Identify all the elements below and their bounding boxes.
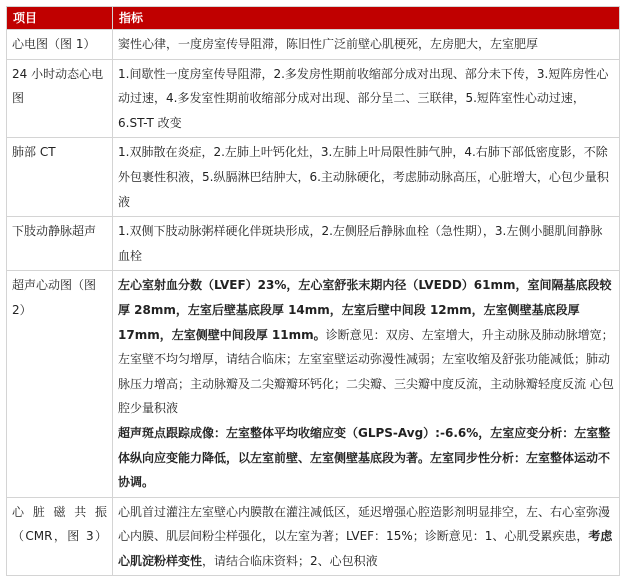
header-indicator: 指标 — [113, 7, 620, 30]
table-row — [7, 30, 620, 60]
row-text-lung-ct: 1.双肺散在炎症，2.左肺上叶钙化灶，3.左肺上叶局限性肺气肿，4.右肺下部低密度影，不除外包裹性积液，5.纵膈淋巴结肿大，6.主动脉硬化，考虑肺动脉高压，心脏增大，心包少量积液 — [113, 138, 620, 217]
header-row — [7, 7, 620, 30]
cmr-amyloidosis: 考虑心肌淀粉样变性 — [118, 529, 613, 568]
echo-strain-imaging: 超声斑点跟踪成像：左室整体平均收缩应变（GLPS-Avg）:-6.6%，左室应变分析：左室整体纵向应变能力降低，以左室前壁、左室侧壁基底段为著。左室同步性分析：左室整体运动不协调。 — [118, 425, 611, 490]
row-item-leg-ultrasound: 下肢动静脉超声 — [7, 217, 113, 271]
header-item: 项目 — [7, 7, 113, 30]
echo-paragraph-1 — [118, 273, 614, 421]
row-item-ecg: 心电图（图 1） — [7, 30, 113, 60]
row-item-cmr: 心脏磁共振（CMR，图 3） — [7, 497, 113, 576]
table-row — [7, 497, 620, 576]
cmr-findings: 心肌首过灌注左室壁心内膜散在灌注减低区，延迟增强心腔造影剂明显排空，左、右心室弥漫心内膜、肌层间粉尘样强化，以左室为著；LVEF：15%；诊断意见：1、心肌受累疾患， — [118, 504, 611, 544]
table-row — [7, 271, 620, 497]
echo-diagnosis: 诊断意见：双房、左室增大，升主动脉及肺动脉增宽；左室壁不均匀增厚，请结合临床；左室室壁运动弥漫性减弱；左室收缩及舒张功能减低；肺动脉压力增高；主动脉瓣及二尖瓣瓣环钙化；二尖瓣、三尖瓣中度反流，主动脉瓣轻度反流 心包腔少量积液 — [118, 327, 614, 416]
table-row — [7, 217, 620, 271]
table-row — [7, 59, 620, 138]
findings-table — [6, 6, 620, 576]
row-text-echo — [113, 271, 620, 497]
echo-measurements: 左心室射血分数（LVEF）23%，左心室舒张末期内径（LVEDD）61mm，室间隔基底段较厚 28mm，左室后壁基底段厚 14mm，左室后壁中间段 12mm，左室侧壁基底段厚 17mm，左室侧壁中间段厚 11mm。 — [118, 278, 612, 342]
row-item-echo: 超声心动图（图 2） — [7, 271, 113, 497]
table-row — [7, 138, 620, 217]
cmr-findings-end: ，请结合临床资料；2、心包积液 — [202, 553, 378, 568]
row-text-ecg: 窦性心律，一度房室传导阻滞，陈旧性广泛前壁心肌梗死，左房肥大，左室肥厚 — [113, 30, 620, 60]
row-item-lung-ct: 肺部 CT — [7, 138, 113, 217]
row-text-holter: 1.间歇性一度房室传导阻滞，2.多发房性期前收缩部分成对出现、部分未下传，3.短阵房性心动过速，4.多发室性期前收缩部分成对出现、部分呈二、三联律，5.短阵室性心动过速，6.ST-T 改变 — [113, 59, 620, 138]
row-text-cmr — [113, 497, 620, 576]
row-item-holter: 24 小时动态心电图 — [7, 59, 113, 138]
row-text-leg-ultrasound: 1.双侧下肢动脉粥样硬化伴斑块形成，2.左侧胫后静脉血栓（急性期），3.左侧小腿肌间静脉血栓 — [113, 217, 620, 271]
